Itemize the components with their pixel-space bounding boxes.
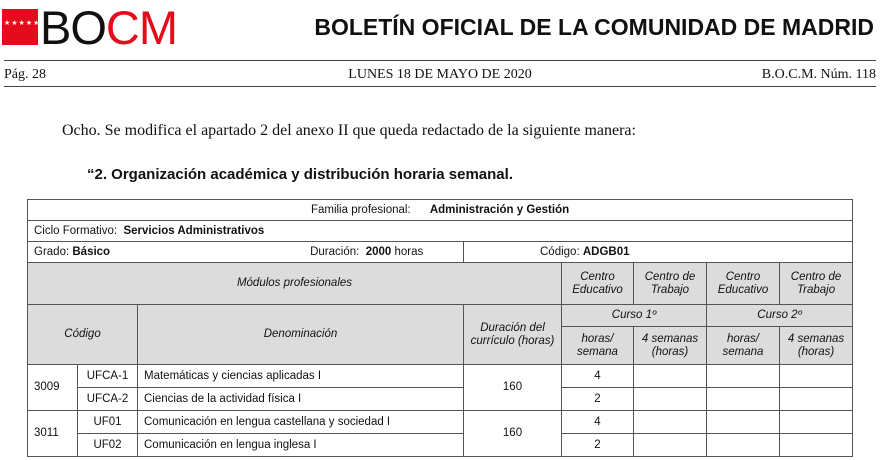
logo-part-bo: BO [40,1,106,54]
modulos-header: Módulos profesionales [28,263,562,305]
empty-cell [780,365,853,388]
section-title: 2. Organización académica y distribución horaria semanal. [94,166,513,183]
familia-value: Administración y Gestión [429,203,570,216]
ciclo-row [28,221,853,242]
unit-code: UF01 [78,411,138,434]
empty-cell [780,411,853,434]
unit-name: Ciencias de la actividad física I [138,388,464,411]
cuatro-semanas-1: 4 semanas (horas) [634,327,707,365]
empty-cell [634,434,707,457]
empty-cell [780,434,853,457]
ciclo-value: Servicios Administrativos [123,224,265,237]
empty-cell [634,388,707,411]
flag-stars-icon: ★★★★★★★ [4,19,55,27]
table-row [28,365,853,388]
madrid-flag-logo [2,9,55,45]
grado-row [28,242,853,263]
unit-code: UFCA-2 [78,388,138,411]
grado-cell [28,242,464,263]
centro-educativo-1: Centro Educativo [562,263,634,305]
centro-educativo-2: Centro Educativo [707,263,780,305]
centro-trabajo-2: Centro de Trabajo [780,263,853,305]
module-code: 3011 [28,411,78,457]
unit-name: Comunicación en lengua inglesa I [138,434,464,457]
page-info-bar [4,66,876,84]
centro-trabajo-1: Centro de Trabajo [634,263,707,305]
schedule-table [27,199,853,457]
unit-hours-week: 2 [562,388,634,411]
issue-number: B.O.C.M. Núm. 118 [761,67,876,82]
unit-hours-week: 2 [562,434,634,457]
horas-semana-2: horas/ semana [707,327,780,365]
codigo-column-header: Código [28,305,138,365]
open-quote: “ [87,166,95,183]
codigo-cell [464,242,853,263]
grado-value: Básico [72,245,111,258]
duracion-column-header: Duración del currículo (horas) [464,305,562,365]
curso-header-row [28,305,853,327]
familia-row [28,200,853,221]
empty-cell [707,365,780,388]
empty-cell [707,434,780,457]
unit-code: UF02 [78,434,138,457]
empty-cell [707,411,780,434]
unit-hours-week: 4 [562,411,634,434]
module-duration: 160 [464,411,562,457]
page-number: Pág. 28 [4,67,46,82]
issue-date: LUNES 18 DE MAYO DE 2020 [348,67,532,82]
intro-paragraph: Ocho. Se modifica el apartado 2 del anexo II que queda redactado de la siguiente manera: [62,122,636,139]
module-duration: 160 [464,365,562,411]
ciclo-label: Ciclo Formativo: [34,224,118,237]
duracion-value: 2000 [365,245,392,258]
horas-semana-1: horas/ semana [562,327,634,365]
module-code: 3009 [28,365,78,411]
section-heading [87,165,513,185]
empty-cell [707,388,780,411]
familia-cell [28,200,853,221]
duracion-unit: horas [394,245,424,258]
unit-name: Comunicación en lengua castellana y sociedad I [138,411,464,434]
unit-name: Matemáticas y ciencias aplicadas I [138,365,464,388]
publication-title: BOLETÍN OFICIAL DE LA COMUNIDAD DE MADRID [314,14,874,40]
bocm-logo [40,1,177,55]
duracion-label: Duración: [310,245,360,258]
codigo-value: ADGB01 [582,245,630,258]
pagebar-divider [4,86,876,87]
familia-label: Familia profesional: [310,203,411,216]
curso-2-header: Curso 2º [707,305,853,327]
modulos-header-row [28,263,853,305]
logo-part-cm: CM [105,1,178,54]
codigo-label: Código: [540,245,580,258]
empty-cell [634,411,707,434]
grado-label: Grado: [34,245,70,258]
unit-hours-week: 4 [562,365,634,388]
header-divider [4,60,876,61]
curso-1-header: Curso 1º [562,305,707,327]
cuatro-semanas-2: 4 semanas (horas) [780,327,853,365]
empty-cell [780,388,853,411]
denominacion-column-header: Denominación [138,305,464,365]
ciclo-cell [28,221,853,242]
table-row [28,434,853,457]
table-row [28,411,853,434]
empty-cell [634,365,707,388]
page-header [0,0,881,56]
table-row [28,388,853,411]
unit-code: UFCA-1 [78,365,138,388]
